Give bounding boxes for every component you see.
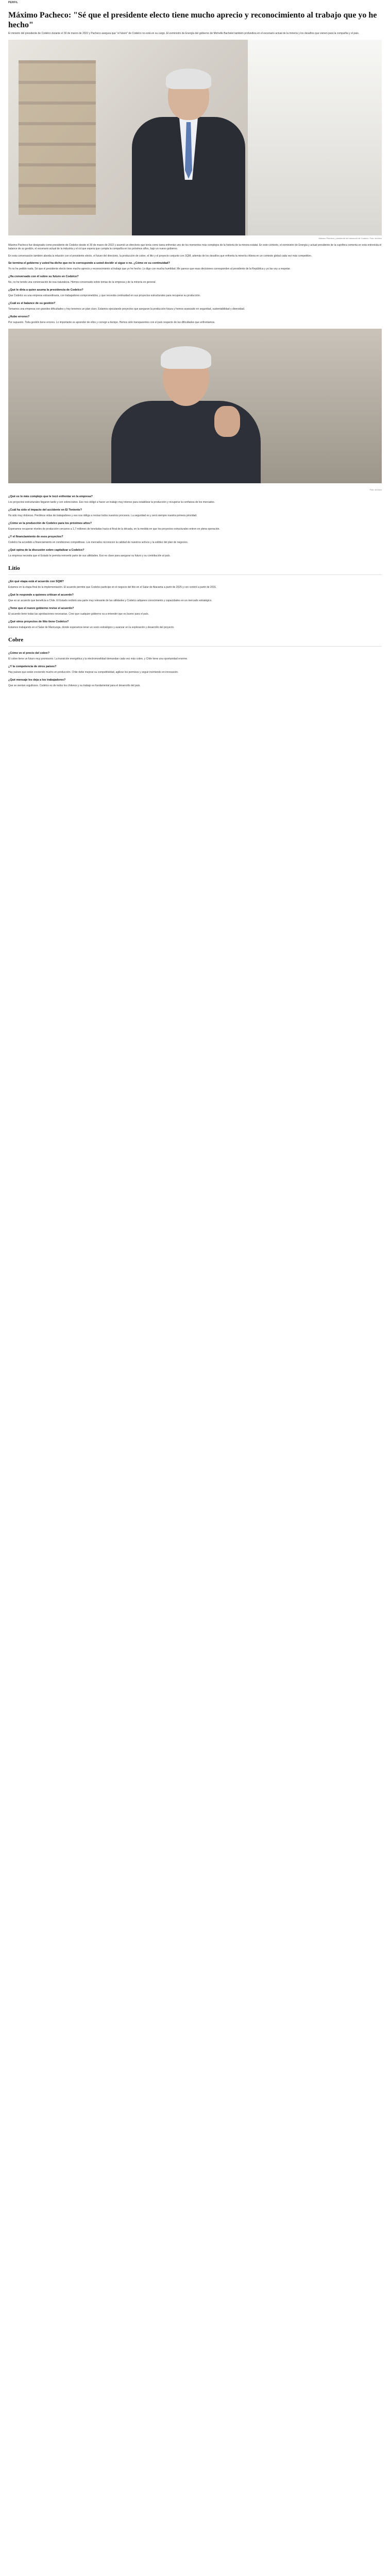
interview-answer: Hay países que están creciendo mucho en producción. Chile debe mejorar su competitividad, agilizar los permisos y seguir invirtiendo en innovación. — [8, 671, 179, 674]
qa-section-1 — [0, 262, 390, 325]
qa-section-litio — [0, 580, 390, 630]
interview-answer: Esperamos recuperar niveles de producción cercanos a 1,7 millones de toneladas hacia el final de la década, en la medida en que los proyectos estructurales entren en plena operación. — [8, 528, 220, 531]
section-divider — [8, 574, 382, 575]
interview-question: ¿En qué etapa está el acuerdo con SQM? — [8, 580, 64, 583]
interview-answer: La empresa necesita que el Estado le permita reinvertir parte de sus utilidades. Eso es clave para asegurar su futuro y su contribución al país. — [8, 554, 171, 557]
interview-answer: Que Codelco es una empresa extraordinaria, con trabajadores comprometidos, y que necesita continuidad en sus proyectos estructurales para recuperar su producción. — [8, 294, 201, 297]
hero-caption: Máximo Pacheco, presidente del directorio de Codelco. Foto: Archivo — [318, 237, 382, 240]
interview-question: ¿Teme que el nuevo gobierno revise el acuerdo? — [8, 607, 74, 610]
article-page — [0, 0, 390, 692]
interview-question: ¿Cuál ha sido el impacto del accidente en El Teniente? — [8, 509, 82, 512]
article-lead: El ministro del presidente de Codelco durante el 30 de marzo de 2022 y Pacheco asegura que "el futuro" de Codelco no está en su cargo. El exministro de Energía del gobierno de Michelle Bachelet también profundiza en el escenario actual de la minería y los desafíos que vienen para la compañía y el país. — [8, 32, 360, 35]
interview-answer: No, no he tenido una conversación de esa naturaleza. Hemos conversado sobre temas de la empresa y de la minería en general. — [8, 281, 156, 284]
interview-answer: Yo no he pedido nada. Sé que el presidente electo tiene mucho aprecio y reconocimiento al trabajo que yo he hecho. Lo digo con mucha humildad. Me parece que esas decisiones corresponden al presidente de la República y yo las voy a respetar. — [8, 267, 291, 270]
interview-question: ¿Qué le diría a quien asuma la presidencia de Codelco? — [8, 289, 83, 292]
section-heading-litio: Litio — [8, 565, 20, 571]
interview-answer: Codelco ha accedido a financiamiento en condiciones competitivas. Los mercados reconocen la calidad de nuestros activos y la solidez del plan de negocios. — [8, 541, 189, 544]
interview-answer: El cobre tiene un futuro muy promisorio. La transición energética y la electromovilidad demandan cada vez más cobre, y Chile tiene una oportunidad enorme. — [8, 657, 188, 660]
section-heading-cobre: Cobre — [8, 637, 24, 643]
interview-answer: Estamos en la etapa final de la implementación. El acuerdo permite que Codelco participe en el negocio del litio en el Salar de Atacama a partir de 2025 y con control a partir de 2031. — [8, 586, 217, 589]
interview-answer: Por supuesto. Toda gestión tiene errores. Lo importante es aprender de ellos y corregir a tiempo. Hemos sido transparentes con el país respecto de las dificultades que enfrentamos. — [8, 321, 215, 324]
interview-question: ¿Cómo ve el precio del cobre? — [8, 652, 50, 655]
body-paragraph: Máximo Pacheco fue designado como presidente de Codelco desde el 30 de marzo de 2022 y asumió un directorio que tenía como tarea enfrentar uno de los momentos más complejos de la historia de la minera estatal. En este contexto, el exministro de Energía y actual presidente de la cuprífera comenta en esta entrevista el balance de su gestión, el escenario actual de la industria y el rol que espera que cumpla la compañía en los próximos años, bajo un nuevo gobierno. — [8, 244, 382, 250]
section-divider — [8, 646, 382, 647]
article-title: Máximo Pacheco: "Sé que el presidente electo tiene mucho aprecio y reconocimiento al trabajo que yo he hecho" — [8, 11, 377, 29]
interview-question: ¿Cómo ve la producción de Codelco para los próximos años? — [8, 522, 92, 525]
interview-answer: Estamos trabajando en el Salar de Maricunga, donde esperamos tener un socio estratégico y avanzar en la exploración y desarrollo del proyecto. — [8, 626, 175, 629]
body-paragraph: En esta conversación también aborda la relación con el presidente electo, el futuro del directorio, la producción de cobre, el litio y el proyecto conjunto con SQM, además de los desafíos que enfrenta la minería chilena en un contexto global cada vez más competitivo. — [8, 255, 312, 258]
window-backdrop — [248, 40, 382, 235]
category-label: PERFIL — [8, 1, 18, 4]
interview-question: ¿Y la competencia de otros países? — [8, 665, 57, 668]
interview-question: ¿Qué opina de la discusión sobre capitalizar a Codelco? — [8, 549, 84, 552]
interview-question: ¿Qué mensaje les deja a los trabajadores? — [8, 679, 66, 682]
interview-answer: Tomamos una empresa con grandes dificultades y hoy tenemos un plan claro. Estamos ejecutando proyectos que aseguran la producción futura y hemos avanzado en seguridad, sustentabilidad y diversidad. — [8, 308, 245, 311]
second-photo-caption: Foto: Archivo — [369, 488, 382, 491]
interview-question: ¿Qué es lo más complejo que le tocó enfrentar en la empresa? — [8, 495, 93, 498]
interview-answer: Ha sido muy doloroso. Perdimos vidas de trabajadores y eso nos obliga a revisar todos nuestros procesos. La seguridad es y será siempre nuestra primera prioridad. — [8, 514, 197, 517]
interview-question: ¿Ha conversado con él sobre su futuro en Codelco? — [8, 275, 79, 278]
interview-answer: Los proyectos estructurales llegaron tarde y con sobrecostos. Eso nos obligó a hacer un trabajo muy intenso para estabilizar la producción y recuperar la confianza de los mercados. — [8, 501, 215, 504]
intro-section — [0, 244, 390, 258]
interview-question: ¿Y el financiamiento de esos proyectos? — [8, 535, 63, 538]
interview-question: ¿Qué le responde a quienes critican el acuerdo? — [8, 594, 74, 597]
interview-question: Se termina el gobierno y usted ha dicho que no le corresponde a usted decidir si sigue o no. ¿Cómo ve su continuidad? — [8, 262, 170, 265]
portrait-figure — [132, 71, 245, 235]
bookshelf-backdrop — [19, 60, 96, 215]
interview-question: ¿Cuál es el balance de su gestión? — [8, 302, 56, 305]
interview-answer: Que se sientan orgullosos. Codelco es de todos los chilenos y su trabajo es fundamental para el desarrollo del país. — [8, 684, 141, 687]
interview-question: ¿Qué otros proyectos de litio tiene Codelco? — [8, 620, 69, 623]
hero-photo — [8, 40, 382, 235]
qa-section-cobre — [0, 652, 390, 688]
interview-answer: El acuerdo tiene todas las aprobaciones necesarias. Creo que cualquier gobierno va a entender que es bueno para el país. — [8, 613, 149, 616]
interview-answer: Que es un acuerdo que beneficia a Chile. El Estado recibirá una parte muy relevante de las utilidades y Codelco adquiere conocimiento y capacidades en un mercado estratégico. — [8, 599, 212, 602]
interview-question: ¿Hubo errores? — [8, 315, 30, 318]
second-photo — [8, 329, 382, 483]
qa-section-2 — [0, 495, 390, 558]
